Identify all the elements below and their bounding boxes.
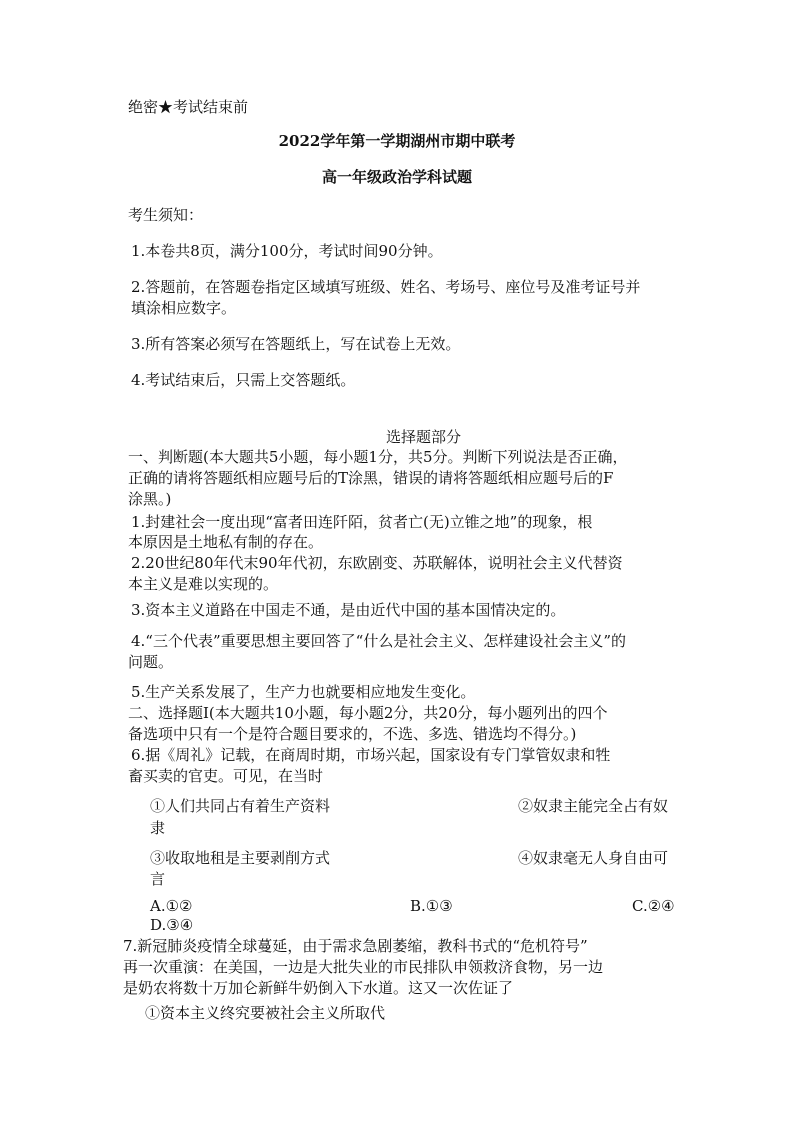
notice-item: 3.所有答案必须写在答题纸上，写在试卷上无效。 [131, 335, 461, 353]
q6-option-c: C.②④ [632, 897, 675, 915]
q6-statement: 隶 [150, 819, 166, 837]
question-3: 3.资本主义道路在中国走不通，是由近代中国的基本国情决定的。 [131, 601, 566, 619]
part2-instructions: 备选项中只有一个是符合题目要求的，不选、多选、错选均不得分。) [128, 725, 577, 743]
q6-statement: 言 [150, 870, 166, 888]
part1-instructions: 涂黑。) [128, 490, 172, 508]
notice-item: 2.答题前，在答题卷指定区域填写班级、姓名、考场号、座位号及准考证号并 [131, 278, 641, 296]
q6-statement: ③收取地租是主要剥削方式 [150, 849, 331, 867]
section-title: 选择题部分 [386, 428, 462, 446]
notice-item: 填涂相应数字。 [131, 299, 237, 317]
part1-instructions: 一、判断题(本大题共5小题，每小题1分，共5分。判断下列说法是否正确， [128, 448, 628, 466]
question-7-stem: 再一次重演：在美国，一边是大批失业的市民排队申领救济食物，另一边 [123, 958, 604, 976]
q6-option-d: D.③④ [150, 916, 194, 934]
notice-item: 4.考试结束后，只需上交答题纸。 [131, 371, 356, 389]
part2-instructions: 二、选择题Ⅰ(本大题共10小题，每小题2分，共20分，每小题列出的四个 [128, 704, 608, 722]
question-4: 问题。 [128, 653, 174, 671]
question-5: 5.生产关系发展了，生产力也就要相应地发生变化。 [131, 683, 476, 701]
q6-statement: ④奴隶毫无人身自由可 [518, 849, 669, 867]
question-6-stem: 畜买卖的官吏。可见，在当时 [128, 767, 324, 785]
exam-subtitle: 高一年级政治学科试题 [321, 168, 472, 186]
question-2: 本主义是难以实现的。 [128, 575, 279, 593]
exam-title: 2022学年第一学期湖州市期中联考 [278, 132, 516, 150]
notice-heading: 考生须知： [128, 206, 204, 224]
q7-statement: ①资本主义终究要被社会主义所取代 [145, 1004, 386, 1022]
part1-instructions: 正确的请将答题纸相应题号后的T涂黑，错误的请将答题纸相应题号后的F [128, 469, 614, 487]
q6-option-b: B.①③ [410, 897, 453, 915]
confidential-label: 绝密★考试结束前 [128, 98, 249, 116]
q6-statement: ②奴隶主能完全占有奴 [518, 797, 669, 815]
question-1: 本原因是土地私有制的存在。 [128, 533, 324, 551]
question-1: 1.封建社会一度出现“富者田连阡陌，贫者亡(无)立锥之地”的现象，根 [131, 513, 593, 531]
question-7-stem: 7.新冠肺炎疫情全球蔓延，由于需求急剧萎缩，教科书式的“危机符号” [123, 937, 588, 955]
q6-statement: ①人们共同占有着生产资料 [150, 797, 331, 815]
question-2: 2.20世纪80年代末90年代初，东欧剧变、苏联解体，说明社会主义代替资 [131, 554, 623, 572]
question-4: 4.“三个代表”重要思想主要回答了“什么是社会主义、怎样建设社会主义”的 [131, 632, 626, 650]
question-6-stem: 6.据《周礼》记载，在商周时期，市场兴起，国家设有专门掌管奴隶和牲 [131, 746, 611, 764]
q6-option-a: A.①② [150, 897, 193, 915]
notice-item: 1.本卷共8页，满分100分，考试时间90分钟。 [131, 242, 443, 260]
question-7-stem: 是奶农将数十万加仑新鲜牛奶倒入下水道。这又一次佐证了 [123, 979, 514, 997]
